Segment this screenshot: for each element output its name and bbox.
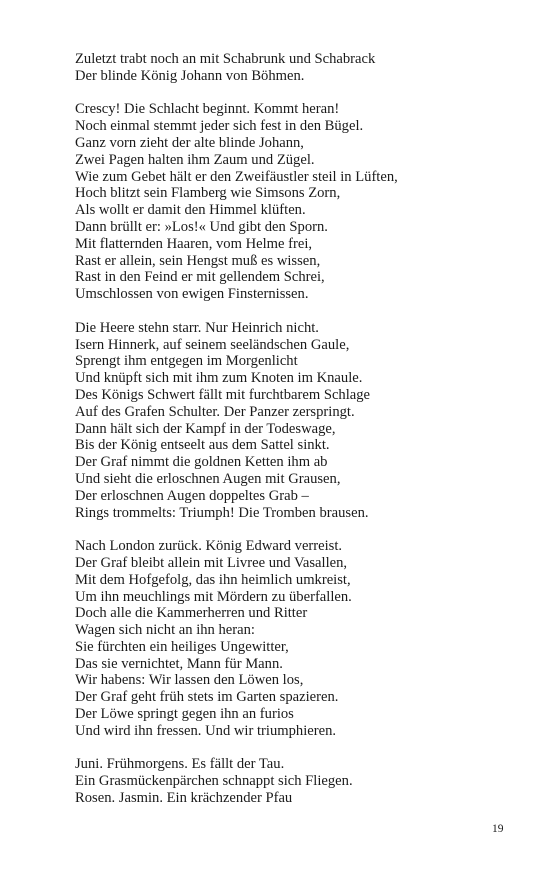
poem-line: Doch alle die Kammerherren und Ritter bbox=[75, 605, 308, 622]
poem-line: Ein Grasmückenpärchen schnappt sich Fliegen. bbox=[75, 773, 353, 790]
poem-line: Und sieht die erloschnen Augen mit Grausen, bbox=[75, 470, 341, 487]
poem-line: Wagen sich nicht an ihn heran: bbox=[75, 622, 255, 639]
poem-line: Hoch blitzt sein Flamberg wie Simsons Zorn, bbox=[75, 185, 341, 202]
poem-line: Der blinde König Johann von Böhmen. bbox=[75, 67, 305, 84]
poem-line: Dann hält sich der Kampf in der Todeswage, bbox=[75, 420, 336, 437]
poem-line: Die Heere stehn starr. Nur Heinrich nicht. bbox=[75, 319, 319, 336]
poem-line: Rast er allein, sein Hengst muß es wissen, bbox=[75, 252, 321, 269]
poem-line: Ganz vorn zieht der alte blinde Johann, bbox=[75, 134, 304, 151]
poem-line: Sprengt ihm entgegen im Morgenlicht bbox=[75, 353, 298, 370]
poem-line: Als wollt er damit den Himmel klüften. bbox=[75, 202, 306, 219]
poem-line: Der Graf nimmt die goldnen Ketten ihm ab bbox=[75, 454, 328, 471]
poem-line: Rosen. Jasmin. Ein krächzender Pfau bbox=[75, 790, 293, 807]
poem-line: Bis der König entseelt aus dem Sattel sinkt. bbox=[75, 437, 330, 454]
poem-line: Um ihn meuchlings mit Mördern zu überfallen. bbox=[75, 588, 352, 605]
poem-line: Zwei Pagen halten ihm Zaum und Zügel. bbox=[75, 151, 315, 168]
poem-line: Der Löwe springt gegen ihn an furios bbox=[75, 706, 294, 723]
poem-line: Isern Hinnerk, auf seinem seeländschen Gaule, bbox=[75, 336, 350, 353]
poem-line: Sie fürchten ein heiliges Ungewitter, bbox=[75, 638, 289, 655]
stanza bbox=[75, 101, 535, 303]
poem-line: Des Königs Schwert fällt mit furchtbarem Schlage bbox=[75, 386, 371, 403]
poem-line: Rings trommelts: Triumph! Die Tromben brausen. bbox=[75, 504, 369, 521]
poem-text bbox=[75, 51, 535, 824]
poem-line: Und knüpft sich mit ihm zum Knoten im Knaule. bbox=[75, 370, 363, 387]
poem-line: Der Graf bleibt allein mit Livree und Vasallen, bbox=[75, 554, 348, 571]
poem-line: Mit flatternden Haaren, vom Helme frei, bbox=[75, 235, 313, 252]
poem-line: Und wird ihn fressen. Und wir triumphieren. bbox=[75, 722, 337, 739]
stanza bbox=[75, 51, 535, 85]
poem-line: Mit dem Hofgefolg, das ihn heimlich umkreist, bbox=[75, 571, 351, 588]
poem-line: Der Graf geht früh stets im Garten spazieren. bbox=[75, 689, 339, 706]
stanza bbox=[75, 538, 535, 740]
poem-line: Nach London zurück. König Edward verreist. bbox=[75, 538, 343, 555]
poem-line: Noch einmal stemmt jeder sich fest in den Bügel. bbox=[75, 118, 364, 135]
poem-line: Wir habens: Wir lassen den Löwen los, bbox=[75, 672, 304, 689]
poem-line: Auf des Grafen Schulter. Der Panzer zerspringt. bbox=[75, 403, 355, 420]
poem-line: Zuletzt trabt noch an mit Schabrunk und Schabrack bbox=[75, 51, 376, 67]
poem-line: Wie zum Gebet hält er den Zweifäustler steil in Lüften, bbox=[75, 168, 398, 185]
poem-line: Rast in den Feind er mit gellendem Schrei, bbox=[75, 269, 325, 286]
poem-line: Das sie vernichtet, Mann für Mann. bbox=[75, 655, 283, 672]
poem-line: Dann brüllt er: »Los!« Und gibt den Sporn. bbox=[75, 218, 328, 235]
poem-line: Juni. Frühmorgens. Es fällt der Tau. bbox=[75, 756, 285, 773]
poem-line: Crescy! Die Schlacht beginnt. Kommt heran! bbox=[75, 101, 340, 118]
poem-line: Der erloschnen Augen doppeltes Grab – bbox=[75, 487, 309, 504]
stanza bbox=[75, 320, 535, 522]
page-number: 19 bbox=[492, 823, 504, 835]
stanza bbox=[75, 756, 535, 806]
poem-line: Umschlossen von ewigen Finsternissen. bbox=[75, 286, 309, 303]
